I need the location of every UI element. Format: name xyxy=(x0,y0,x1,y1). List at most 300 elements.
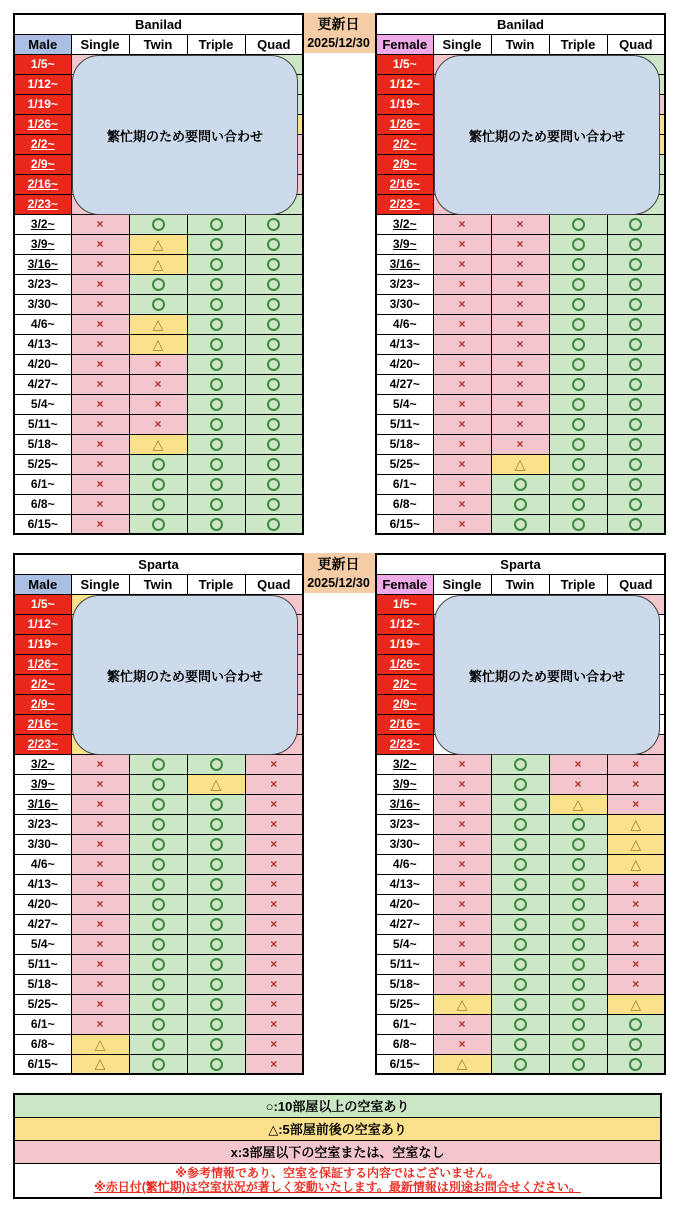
availability-cell xyxy=(187,454,245,474)
circle-symbol xyxy=(152,898,165,911)
circle-symbol xyxy=(629,378,642,391)
circle-symbol xyxy=(572,518,585,531)
legend-item: ○:10部屋以上の空室あり xyxy=(15,1095,660,1118)
legend-item: x:3部屋以下の空室または、空室なし xyxy=(15,1141,660,1164)
availability-cell xyxy=(187,754,245,774)
date-cell: 3/9~ xyxy=(14,234,71,254)
triangle-symbol: △ xyxy=(152,335,164,352)
availability-cell xyxy=(491,894,549,914)
circle-symbol xyxy=(152,478,165,491)
availability-cell xyxy=(245,454,303,474)
date-cell: 1/5~ xyxy=(376,594,433,614)
availability-cell xyxy=(187,294,245,314)
circle-symbol xyxy=(572,278,585,291)
cross-symbol: × xyxy=(96,957,104,971)
availability-cell xyxy=(187,434,245,454)
cross-symbol: × xyxy=(516,357,524,371)
availability-cell xyxy=(129,854,187,874)
date-cell: 5/18~ xyxy=(14,974,71,994)
availability-row xyxy=(376,214,665,234)
date-cell: 2/2~ xyxy=(376,674,433,694)
date-cell: 4/20~ xyxy=(14,354,71,374)
availability-cell xyxy=(129,1034,187,1054)
cross-symbol: × xyxy=(632,957,640,971)
circle-symbol xyxy=(152,818,165,831)
availability-cell xyxy=(549,934,607,954)
availability-cell xyxy=(245,254,303,274)
availability-cell xyxy=(607,514,665,534)
title-row xyxy=(376,554,665,574)
group-header: Female xyxy=(376,574,433,594)
circle-symbol xyxy=(572,1058,585,1071)
circle-symbol xyxy=(210,838,223,851)
triangle-symbol: △ xyxy=(152,435,164,452)
date-cell: 3/9~ xyxy=(14,774,71,794)
circle-symbol xyxy=(267,378,280,391)
circle-symbol xyxy=(572,498,585,511)
availability-cell xyxy=(71,974,129,994)
availability-cell xyxy=(549,214,607,234)
circle-symbol xyxy=(152,978,165,991)
cross-symbol: × xyxy=(96,237,104,251)
availability-cell xyxy=(549,514,607,534)
availability-cell xyxy=(491,1054,549,1074)
date-cell: 4/6~ xyxy=(14,854,71,874)
table-title: Banilad xyxy=(14,14,303,34)
cross-symbol: × xyxy=(270,937,278,951)
availability-cell xyxy=(71,474,129,494)
circle-symbol xyxy=(629,1038,642,1051)
cross-symbol: × xyxy=(154,417,162,431)
circle-symbol xyxy=(629,518,642,531)
availability-cell xyxy=(433,294,491,314)
availability-row xyxy=(14,834,303,854)
availability-cell xyxy=(245,754,303,774)
date-cell: 6/15~ xyxy=(14,1054,71,1074)
cross-symbol: × xyxy=(96,797,104,811)
cross-symbol: × xyxy=(270,817,278,831)
circle-symbol xyxy=(152,758,165,771)
cross-symbol: × xyxy=(516,237,524,251)
date-cell: 4/13~ xyxy=(14,874,71,894)
date-cell: 3/16~ xyxy=(14,794,71,814)
availability-cell xyxy=(433,254,491,274)
availability-cell xyxy=(187,374,245,394)
circle-symbol xyxy=(572,998,585,1011)
availability-cell xyxy=(187,834,245,854)
cross-symbol: × xyxy=(270,797,278,811)
date-cell: 3/9~ xyxy=(376,774,433,794)
availability-cell xyxy=(549,234,607,254)
header-row xyxy=(376,574,665,594)
cross-symbol: × xyxy=(458,357,466,371)
availability-cell xyxy=(129,374,187,394)
circle-symbol xyxy=(267,438,280,451)
availability-cell xyxy=(549,834,607,854)
circle-symbol xyxy=(267,478,280,491)
cross-symbol: × xyxy=(574,757,582,771)
group-header: Male xyxy=(14,34,71,54)
availability-row xyxy=(376,434,665,454)
availability-row xyxy=(14,274,303,294)
circle-symbol xyxy=(210,898,223,911)
availability-cell xyxy=(245,774,303,794)
availability-cell xyxy=(187,1034,245,1054)
availability-row xyxy=(14,794,303,814)
circle-symbol xyxy=(572,958,585,971)
date-cell: 4/20~ xyxy=(376,354,433,374)
availability-cell xyxy=(187,354,245,374)
availability-row xyxy=(14,934,303,954)
cross-symbol: × xyxy=(270,917,278,931)
availability-cell xyxy=(71,1054,129,1074)
cross-symbol: × xyxy=(96,837,104,851)
cross-symbol: × xyxy=(96,1017,104,1031)
circle-symbol xyxy=(629,418,642,431)
cross-symbol: × xyxy=(96,516,104,531)
availability-cell xyxy=(187,874,245,894)
date-cell: 2/16~ xyxy=(14,174,71,194)
availability-cell xyxy=(187,994,245,1014)
date-cell: 5/4~ xyxy=(14,934,71,954)
availability-cell xyxy=(549,314,607,334)
availability-cell xyxy=(71,394,129,414)
cross-symbol: × xyxy=(154,397,162,411)
availability-cell xyxy=(245,294,303,314)
availability-cell xyxy=(187,794,245,814)
circle-symbol xyxy=(572,898,585,911)
availability-cell xyxy=(71,834,129,854)
availability-cell xyxy=(129,274,187,294)
circle-symbol xyxy=(629,338,642,351)
availability-cell xyxy=(549,394,607,414)
circle-symbol xyxy=(267,318,280,331)
date-cell: 4/6~ xyxy=(376,314,433,334)
header-row xyxy=(14,34,303,54)
cross-symbol: × xyxy=(516,437,524,451)
update-date-value: 2025/12/30 xyxy=(307,35,370,50)
circle-symbol xyxy=(572,318,585,331)
cross-symbol: × xyxy=(632,757,640,771)
column-header: Quad xyxy=(607,34,665,54)
availability-row xyxy=(376,314,665,334)
availability-cell xyxy=(549,874,607,894)
cross-symbol: × xyxy=(516,277,524,291)
cross-symbol: × xyxy=(458,377,466,391)
availability-cell xyxy=(607,434,665,454)
availability-cell xyxy=(549,894,607,914)
availability-cell xyxy=(187,274,245,294)
availability-cell xyxy=(607,834,665,854)
availability-cell xyxy=(71,234,129,254)
update-date-value: 2025/12/30 xyxy=(307,575,370,590)
circle-symbol xyxy=(210,378,223,391)
availability-row xyxy=(14,1034,303,1054)
banilad-group xyxy=(13,13,664,535)
availability-cell xyxy=(129,754,187,774)
availability-row xyxy=(376,1014,665,1034)
availability-cell xyxy=(71,314,129,334)
cross-symbol: × xyxy=(458,297,466,311)
circle-symbol xyxy=(629,278,642,291)
triangle-symbol: △ xyxy=(456,995,468,1012)
legend-notes xyxy=(15,1164,660,1197)
circle-symbol xyxy=(210,458,223,471)
triangle-symbol: △ xyxy=(210,775,222,792)
availability-cell xyxy=(607,314,665,334)
availability-cell xyxy=(491,354,549,374)
circle-symbol xyxy=(514,878,527,891)
circle-symbol xyxy=(572,1018,585,1031)
availability-cell xyxy=(433,834,491,854)
availability-cell xyxy=(549,474,607,494)
circle-symbol xyxy=(572,918,585,931)
circle-symbol xyxy=(572,478,585,491)
date-cell: 1/19~ xyxy=(376,94,433,114)
availability-cell xyxy=(245,474,303,494)
availability-row xyxy=(376,294,665,314)
availability-cell xyxy=(549,354,607,374)
availability-row xyxy=(376,274,665,294)
circle-symbol xyxy=(210,1018,223,1031)
circle-symbol xyxy=(210,338,223,351)
date-cell: 6/8~ xyxy=(14,494,71,514)
date-cell: 2/23~ xyxy=(376,194,433,214)
date-cell: 2/9~ xyxy=(376,154,433,174)
busy-period-overlay: 繁忙期のため要問い合わせ xyxy=(72,595,298,755)
cross-symbol: × xyxy=(96,477,104,491)
availability-cell xyxy=(491,914,549,934)
availability-row xyxy=(14,454,303,474)
availability-cell xyxy=(71,274,129,294)
cross-symbol: × xyxy=(270,897,278,911)
cross-symbol: × xyxy=(516,377,524,391)
availability-cell xyxy=(607,1054,665,1074)
circle-symbol xyxy=(210,958,223,971)
availability-cell xyxy=(245,954,303,974)
availability-cell xyxy=(607,994,665,1014)
cross-symbol: × xyxy=(96,457,104,471)
availability-cell xyxy=(129,314,187,334)
availability-cell xyxy=(607,354,665,374)
availability-cell xyxy=(491,494,549,514)
circle-symbol xyxy=(152,1018,165,1031)
availability-cell xyxy=(549,774,607,794)
availability-cell xyxy=(129,814,187,834)
availability-cell xyxy=(187,214,245,234)
availability-cell xyxy=(433,854,491,874)
circle-symbol xyxy=(629,478,642,491)
cross-symbol: × xyxy=(458,817,466,831)
circle-symbol xyxy=(267,298,280,311)
cross-symbol: × xyxy=(154,357,162,371)
availability-cell xyxy=(187,1054,245,1074)
availability-cell xyxy=(491,314,549,334)
availability-row xyxy=(14,954,303,974)
availability-cell xyxy=(607,854,665,874)
date-cell: 1/12~ xyxy=(376,74,433,94)
date-cell: 2/9~ xyxy=(14,154,71,174)
circle-symbol xyxy=(572,938,585,951)
availability-cell xyxy=(433,434,491,454)
column-header: Single xyxy=(433,34,491,54)
availability-cell xyxy=(71,214,129,234)
availability-cell xyxy=(607,954,665,974)
availability-row xyxy=(376,814,665,834)
availability-row xyxy=(14,354,303,374)
availability-cell xyxy=(187,474,245,494)
column-header: Quad xyxy=(245,574,303,594)
availability-cell xyxy=(433,514,491,534)
availability-cell xyxy=(187,954,245,974)
circle-symbol xyxy=(514,1038,527,1051)
date-cell: 6/15~ xyxy=(376,514,433,534)
availability-row xyxy=(376,774,665,794)
title-row xyxy=(14,554,303,574)
cross-symbol: × xyxy=(458,337,466,351)
date-cell: 2/16~ xyxy=(376,714,433,734)
circle-symbol xyxy=(152,798,165,811)
circle-symbol xyxy=(629,258,642,271)
availability-cell xyxy=(549,854,607,874)
date-cell: 2/9~ xyxy=(14,694,71,714)
banilad-male-table xyxy=(13,13,302,535)
availability-cell xyxy=(491,274,549,294)
date-cell: 3/30~ xyxy=(14,834,71,854)
availability-cell xyxy=(187,334,245,354)
sparta-female-table xyxy=(375,553,664,1075)
circle-symbol xyxy=(210,1038,223,1051)
circle-symbol xyxy=(267,398,280,411)
circle-symbol xyxy=(629,398,642,411)
availability-cell xyxy=(129,354,187,374)
date-cell: 2/9~ xyxy=(376,694,433,714)
availability-cell xyxy=(71,874,129,894)
circle-symbol xyxy=(152,458,165,471)
circle-symbol xyxy=(572,1038,585,1051)
availability-cell xyxy=(607,1034,665,1054)
availability-cell xyxy=(129,774,187,794)
availability-cell xyxy=(71,434,129,454)
availability-cell xyxy=(129,474,187,494)
availability-row xyxy=(376,334,665,354)
circle-symbol xyxy=(514,498,527,511)
cross-symbol: × xyxy=(458,877,466,891)
cross-symbol: × xyxy=(96,917,104,931)
availability-cell xyxy=(607,814,665,834)
circle-symbol xyxy=(210,818,223,831)
availability-cell xyxy=(245,434,303,454)
busy-period-overlay: 繁忙期のため要問い合わせ xyxy=(434,55,660,215)
availability-row xyxy=(14,1054,303,1074)
date-cell: 1/12~ xyxy=(14,614,71,634)
availability-row xyxy=(376,1054,665,1074)
cross-symbol: × xyxy=(458,437,466,451)
circle-symbol xyxy=(152,298,165,311)
availability-cell xyxy=(549,294,607,314)
availability-row xyxy=(14,394,303,414)
availability-cell xyxy=(491,294,549,314)
date-cell: 3/16~ xyxy=(14,254,71,274)
availability-cell xyxy=(245,914,303,934)
circle-symbol xyxy=(572,838,585,851)
availability-row xyxy=(14,214,303,234)
circle-symbol xyxy=(210,438,223,451)
triangle-symbol: △ xyxy=(152,235,164,252)
column-header: Twin xyxy=(129,574,187,594)
cross-symbol: × xyxy=(96,437,104,451)
circle-symbol xyxy=(572,458,585,471)
update-date-badge xyxy=(302,13,375,53)
triangle-symbol: △ xyxy=(514,455,526,472)
availability-cell xyxy=(129,894,187,914)
availability-row xyxy=(14,294,303,314)
availability-cell xyxy=(129,874,187,894)
update-date-badge xyxy=(302,553,375,593)
cross-symbol: × xyxy=(458,857,466,871)
date-cell: 3/30~ xyxy=(14,294,71,314)
cross-symbol: × xyxy=(154,377,162,391)
availability-row xyxy=(14,914,303,934)
date-cell: 1/26~ xyxy=(376,114,433,134)
date-cell: 3/9~ xyxy=(376,234,433,254)
availability-cell xyxy=(433,1054,491,1074)
cross-symbol: × xyxy=(96,937,104,951)
circle-symbol xyxy=(152,958,165,971)
availability-cell xyxy=(491,394,549,414)
availability-cell xyxy=(433,814,491,834)
cross-symbol: × xyxy=(458,277,466,291)
circle-symbol xyxy=(514,478,527,491)
triangle-symbol: △ xyxy=(630,855,642,872)
date-cell: 1/5~ xyxy=(14,54,71,74)
cross-symbol: × xyxy=(574,777,582,791)
availability-cell xyxy=(607,934,665,954)
circle-symbol xyxy=(514,918,527,931)
circle-symbol xyxy=(267,358,280,371)
availability-cell xyxy=(433,954,491,974)
circle-symbol xyxy=(629,438,642,451)
availability-cell xyxy=(187,494,245,514)
cross-symbol: × xyxy=(96,997,104,1011)
date-cell: 5/25~ xyxy=(376,454,433,474)
availability-row xyxy=(14,334,303,354)
date-cell: 6/8~ xyxy=(14,1034,71,1054)
cross-symbol: × xyxy=(632,797,640,811)
circle-symbol xyxy=(210,798,223,811)
availability-cell xyxy=(245,394,303,414)
circle-symbol xyxy=(210,998,223,1011)
title-row xyxy=(376,14,665,34)
title-row xyxy=(14,14,303,34)
cross-symbol: × xyxy=(270,997,278,1011)
table-title: Sparta xyxy=(376,554,665,574)
availability-row xyxy=(376,454,665,474)
cross-symbol: × xyxy=(96,757,104,771)
availability-cell xyxy=(245,274,303,294)
circle-symbol xyxy=(210,938,223,951)
availability-cell xyxy=(129,234,187,254)
availability-cell xyxy=(549,1014,607,1034)
availability-cell xyxy=(245,514,303,534)
cross-symbol: × xyxy=(458,937,466,951)
circle-symbol xyxy=(152,218,165,231)
availability-cell xyxy=(607,474,665,494)
availability-cell xyxy=(245,974,303,994)
availability-cell xyxy=(71,414,129,434)
availability-cell xyxy=(71,514,129,534)
date-cell: 5/4~ xyxy=(14,394,71,414)
